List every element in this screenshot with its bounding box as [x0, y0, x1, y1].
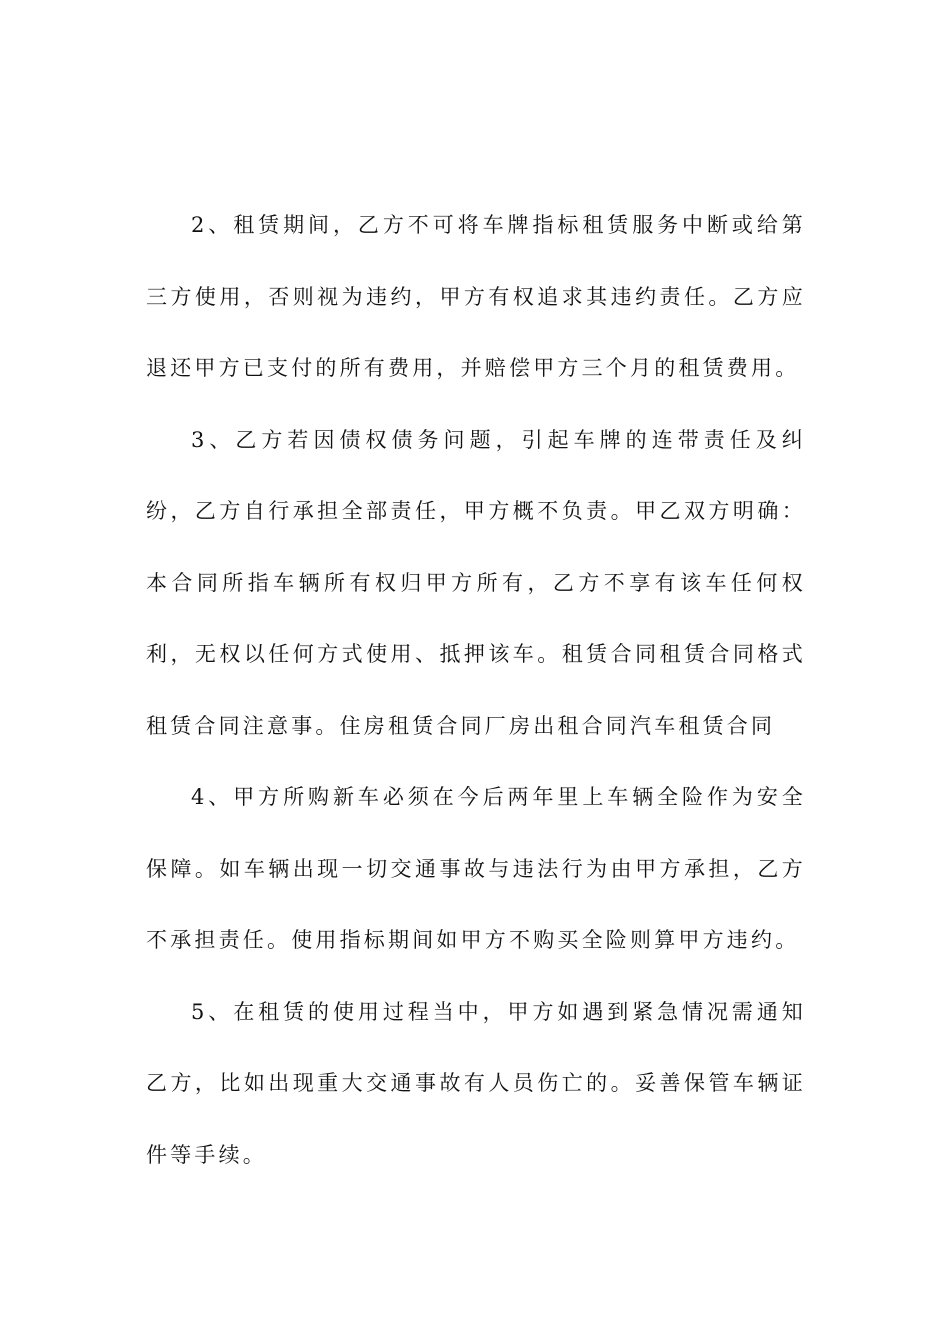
clause-3-paragraph: 3、乙方若因债权债务问题，引起车牌的连带责任及纠纷，乙方自行承担全部责任，甲方概不负责。甲乙双方明确：本合同所指车辆所有权归甲方所有，乙方不享有该车任何权利，无权以任何方式使用、抵押该车。租赁合同租赁合同格式租赁合同注意事。住房租赁合同厂房出租合同汽车租赁合同 — [146, 427, 806, 738]
clause-4-paragraph: 4、甲方所购新车必须在今后两年里上车辆全险作为安全保障。如车辆出现一切交通事故与违法行为由甲方承担，乙方不承担责任。使用指标期间如甲方不购买全险则算甲方违约。 — [146, 785, 806, 952]
document-body — [146, 190, 806, 1191]
clause-5-paragraph: 5、在租赁的使用过程当中，甲方如遇到紧急情况需通知乙方，比如出现重大交通事故有人员伤亡的。妥善保管车辆证件等手续。 — [146, 999, 806, 1167]
clause-2-paragraph: 2、租赁期间，乙方不可将车牌指标租赁服务中断或给第三方使用，否则视为违约，甲方有权追求其违约责任。乙方应退还甲方已支付的所有费用，并赔偿甲方三个月的租赁费用。 — [146, 213, 806, 380]
